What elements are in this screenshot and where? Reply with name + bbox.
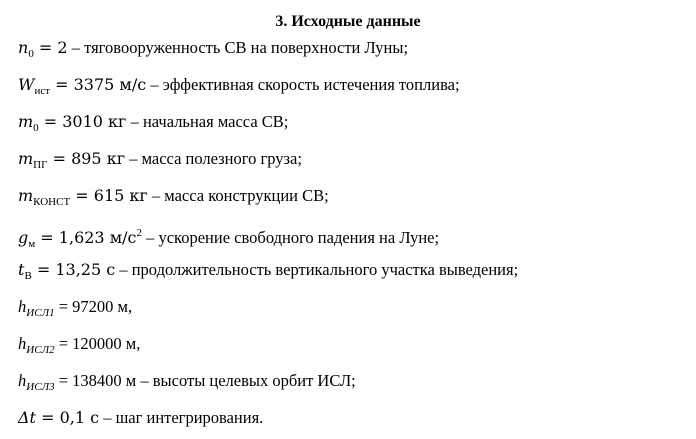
param-subscript: ИСЛ2 — [26, 344, 55, 356]
param-description: – начальная масса СВ; — [126, 112, 289, 131]
param-symbol: m — [18, 186, 34, 205]
param-line-m-pg — [18, 148, 302, 176]
param-symbol: g — [18, 228, 29, 247]
param-symbol: t — [18, 260, 25, 279]
param-line-m-konst — [18, 185, 329, 213]
param-subscript: ПГ — [33, 159, 48, 171]
param-symbol: h — [18, 371, 27, 390]
param-line-m0 — [18, 111, 288, 139]
section-heading: 3. Исходные данные — [275, 13, 421, 30]
param-symbol: m — [18, 112, 34, 131]
param-line-h-isl1 — [18, 296, 132, 324]
param-line-t-v — [18, 259, 518, 287]
param-description: – масса полезного груза; — [125, 149, 302, 168]
param-line-h-isl2 — [18, 333, 140, 361]
param-value: = 615 кг — [70, 186, 148, 205]
param-value: = 895 кг — [47, 149, 126, 168]
param-line-w-ist — [18, 74, 460, 102]
param-line-n0 — [18, 37, 408, 65]
param-symbol: h — [18, 297, 27, 316]
param-description: – продолжительность вертикального участка выведения; — [115, 260, 519, 279]
param-symbol: h — [18, 334, 27, 353]
param-value: = 13,25 с — [31, 260, 116, 279]
param-subscript: ист — [34, 85, 51, 97]
param-subscript: В — [24, 270, 32, 282]
param-value: = 0,1 с — [35, 408, 100, 427]
param-description: – тяговооруженность СВ на поверхности Луны; — [67, 38, 409, 57]
param-description: – шаг интегрирования. — [99, 408, 264, 427]
param-symbol: m — [18, 149, 34, 168]
param-symbol: n — [18, 38, 29, 57]
param-subscript: 0 — [33, 122, 39, 134]
param-symbol: Δt — [18, 408, 36, 427]
param-line-g-m — [18, 222, 439, 255]
param-value: = 97200 м, — [54, 297, 133, 316]
param-subscript: м — [28, 238, 36, 250]
param-subscript: КОНСТ — [33, 196, 71, 208]
param-line-dt — [18, 407, 263, 429]
param-value: = 138400 м — [54, 371, 137, 390]
param-symbol: W — [18, 75, 35, 94]
param-value: = 2 — [33, 38, 68, 57]
param-subscript: ИСЛ3 — [26, 381, 55, 393]
param-description: – эффективная скорость истечения топлива; — [146, 75, 460, 94]
param-subscript: ИСЛ1 — [26, 307, 55, 319]
param-superscript: 2 — [136, 227, 142, 239]
param-description: – высоты целевых орбит ИСЛ; — [136, 371, 356, 390]
param-description: – ускорение свободного падения на Луне; — [141, 228, 440, 247]
param-subscript: 0 — [28, 48, 34, 60]
param-value: = 3010 кг — [38, 112, 127, 131]
param-value: = 1,623 м/с — [35, 228, 137, 247]
param-line-h-isl3 — [18, 370, 356, 398]
param-value: = 120000 м, — [54, 334, 141, 353]
param-value: = 3375 м/с — [50, 75, 147, 94]
param-description: – масса конструкции СВ; — [147, 186, 329, 205]
